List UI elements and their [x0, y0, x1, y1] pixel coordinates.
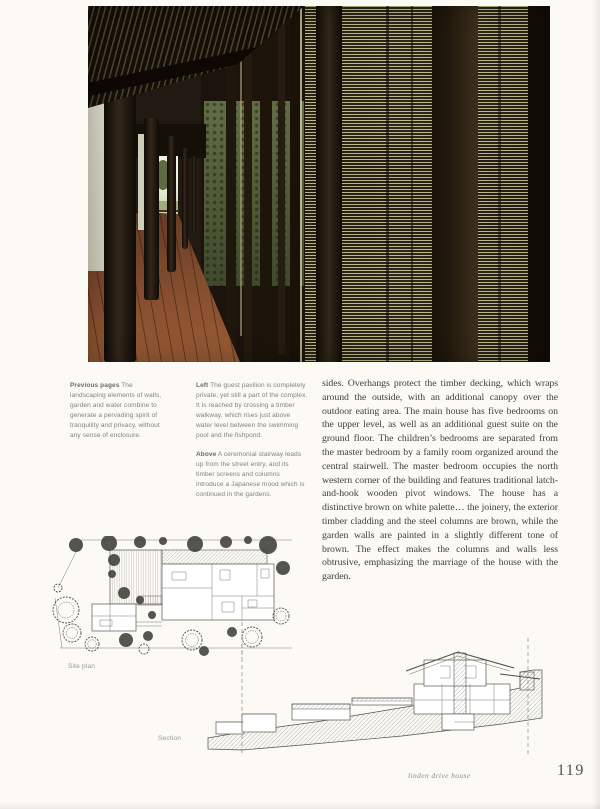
walkway-photograph — [88, 6, 550, 362]
caption-previous-pages — [70, 381, 170, 441]
caption-left — [196, 381, 308, 441]
round-column — [104, 84, 136, 362]
section-label: Section — [158, 735, 182, 742]
garden-foliage — [204, 101, 304, 286]
post-highlight — [300, 6, 302, 362]
timber-post — [290, 6, 300, 362]
caption-text: The guest pavilion is completely private, yet still a part of the complex. It is reached by crossing a timber walkway, which rises just above water level between the swimming pool and the fishpond. — [196, 382, 308, 439]
caption-column-left — [70, 381, 170, 450]
timber-post — [244, 16, 252, 362]
timber-post — [260, 6, 272, 362]
caption-text: The landscaping elements of walls, garden and water combine to generate a pervading spirit of tranquility and privacy, without any sense of enclosure. — [70, 382, 162, 439]
caption-lead: Above — [196, 451, 217, 458]
pale-wall — [88, 101, 104, 271]
screen-post — [528, 6, 550, 362]
screen-post — [432, 6, 478, 362]
caption-column-right — [196, 381, 308, 509]
timber-post — [278, 24, 285, 354]
round-column — [182, 148, 188, 249]
round-column — [192, 156, 196, 232]
caption-above — [196, 450, 308, 500]
section-drawing — [202, 626, 552, 756]
page-edge-shadow — [0, 802, 600, 809]
site-plan-label: Site plan — [68, 663, 96, 670]
screen-post — [316, 6, 342, 362]
page-edge-shadow — [592, 0, 600, 809]
screen-joint — [411, 6, 413, 362]
screen-joint — [498, 6, 501, 362]
page-number: 119 — [557, 762, 585, 779]
caption-lead: Previous pages — [70, 382, 120, 389]
round-column — [167, 136, 176, 272]
caption-lead: Left — [196, 382, 209, 389]
round-column — [144, 118, 159, 300]
screen-joint — [386, 6, 389, 362]
caption-text: A ceremonial stairway leads up from the street entry, and its timber screens and columns introduce a Japanese mood which is continued in the gardens. — [196, 451, 305, 498]
running-footer-title: linden drive house — [408, 771, 471, 780]
post-highlight — [240, 36, 242, 336]
body-paragraph: sides. Overhangs protect the timber decking, which wraps around the outside, with an additional canopy over the outdoor eating area. The main house has five bedrooms on the upper level, as well as an additional guest suite on the ground floor. The children’s bedrooms are separated from the master bedroom by a family room organized around the central stairwell. The master bedroom occupies the north western corner of the building and features traditional latch-and-hook wooden pivot windows. The house has a distinctive brown on white palette… the joinery, the exterior timber cladding and the steel columns are brown, while the garden walls are painted in a slightly different tone of brown. The effect makes the columns and walls less obtrusive, emphasizing the marriage of the house with the garden. — [322, 378, 558, 583]
